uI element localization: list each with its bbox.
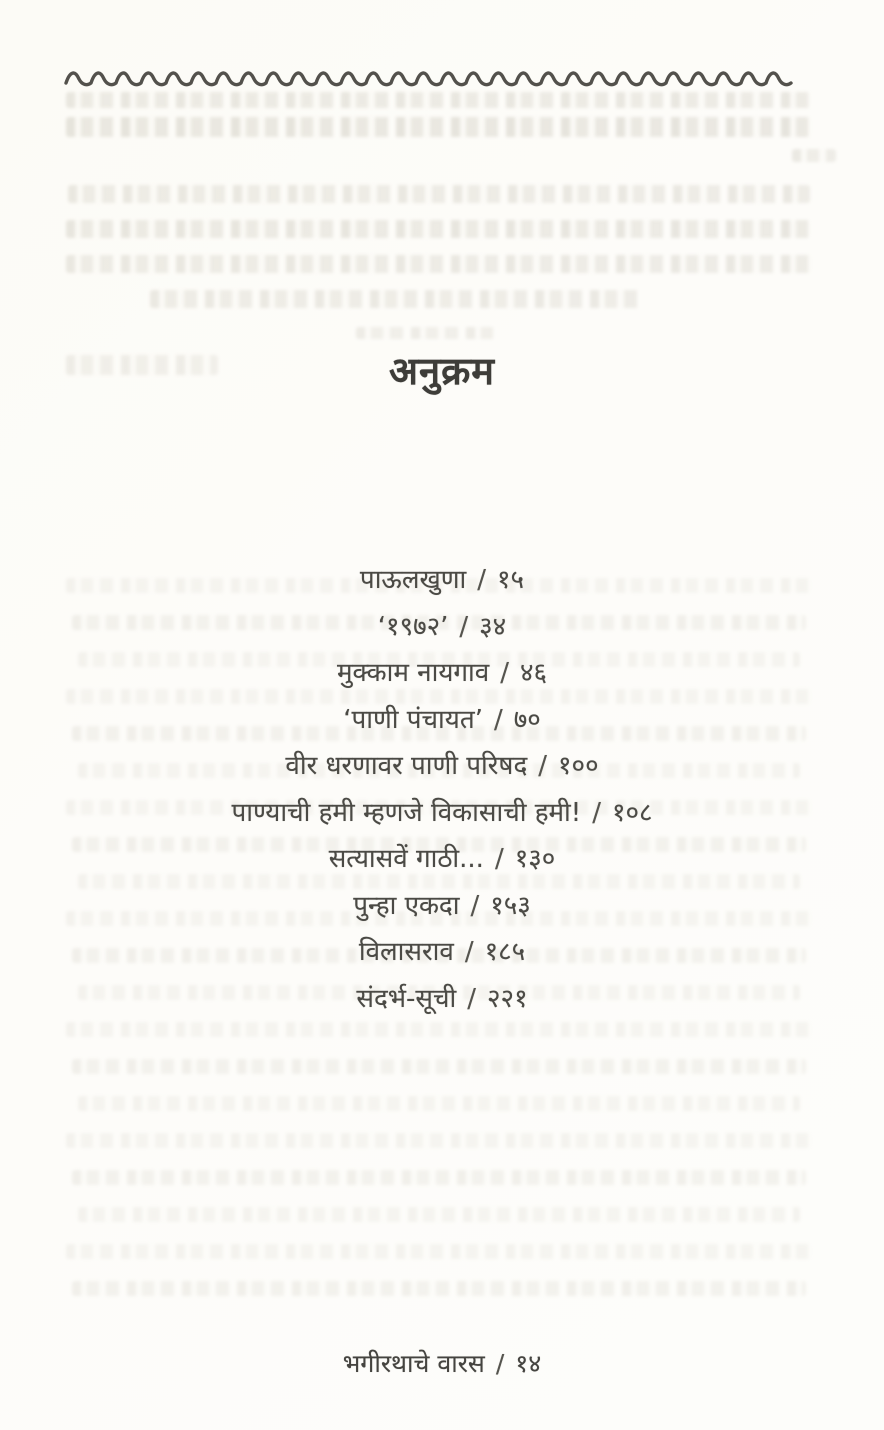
toc-entry <box>0 883 884 930</box>
page-title: अनुक्रम <box>388 349 496 393</box>
toc-separator: / <box>538 751 548 781</box>
toc-entry-page: १५३ <box>490 890 531 921</box>
toc-entry-page: ३४ <box>479 611 507 642</box>
toc-entry-title: मुक्काम नायगाव <box>336 658 490 688</box>
wavy-divider-path <box>66 73 791 85</box>
toc-entry-title: विलासराव <box>358 937 454 967</box>
toc-separator: / <box>494 844 504 874</box>
toc-entry-page: १८५ <box>484 937 526 967</box>
toc-separator: / <box>464 937 474 967</box>
toc-entry-title: ‘१९७२’ <box>377 611 449 642</box>
toc-entry <box>0 929 884 976</box>
toc-entry <box>0 976 884 1023</box>
toc-entry-page: १५ <box>497 565 525 595</box>
toc-entry-title: पाण्याची हमी म्हणजे विकासाची हमी! <box>231 797 582 828</box>
ghost-line <box>66 117 811 137</box>
ghost-line <box>66 1022 812 1037</box>
ghost-line <box>792 149 836 162</box>
table-of-contents <box>0 557 884 1022</box>
toc-entry <box>0 790 884 837</box>
ghost-line <box>66 1133 812 1148</box>
toc-entry-page: ७० <box>513 704 541 735</box>
ghost-line <box>66 92 811 108</box>
ghost-line <box>66 1244 812 1259</box>
ghost-line <box>356 327 494 339</box>
toc-entry-page: ४६ <box>520 658 548 688</box>
footer-book-title: भगीरथाचे वारस <box>342 1349 485 1378</box>
ghost-line <box>72 1281 806 1296</box>
toc-entry-page: २२१ <box>487 983 528 1014</box>
toc-entry-title: संदर्भ-सूची <box>356 983 457 1014</box>
toc-entry <box>0 697 884 744</box>
ghost-line <box>72 1059 806 1074</box>
ghost-line <box>78 1096 800 1111</box>
footer-page-number: १४ <box>515 1349 542 1378</box>
toc-entry <box>0 557 884 604</box>
toc-entry <box>0 836 884 883</box>
ghost-line <box>68 185 810 203</box>
toc-separator: / <box>467 983 477 1014</box>
toc-entry-title: ‘पाणी पंचायत’ <box>343 704 483 735</box>
toc-entry-title: वीर धरणावर पाणी परिषद <box>285 751 528 781</box>
toc-entry-title: पुन्हा एकदा <box>353 890 460 921</box>
wavy-divider <box>62 66 807 92</box>
ghost-line <box>78 1207 800 1222</box>
ghost-line <box>66 255 812 273</box>
toc-entry <box>0 743 884 790</box>
toc-entry <box>0 650 884 697</box>
toc-entry-page: १०८ <box>611 797 653 828</box>
ghost-line <box>150 290 642 308</box>
ghost-line <box>72 1170 806 1185</box>
footer-separator: / <box>495 1349 505 1378</box>
toc-entry-title: सत्यासवें गाठी... <box>328 844 484 874</box>
toc-entry-page: १०० <box>558 751 599 781</box>
toc-entry <box>0 604 884 651</box>
toc-separator: / <box>493 704 503 735</box>
toc-separator: / <box>459 611 469 642</box>
toc-separator: / <box>477 565 487 595</box>
toc-entry-title: पाऊलखुणा <box>359 565 467 595</box>
toc-entry-page: १३० <box>514 844 556 874</box>
toc-separator: / <box>592 797 601 828</box>
ghost-line <box>66 220 810 238</box>
toc-separator: / <box>500 658 510 688</box>
page-footer <box>0 1346 884 1380</box>
toc-separator: / <box>470 890 480 921</box>
